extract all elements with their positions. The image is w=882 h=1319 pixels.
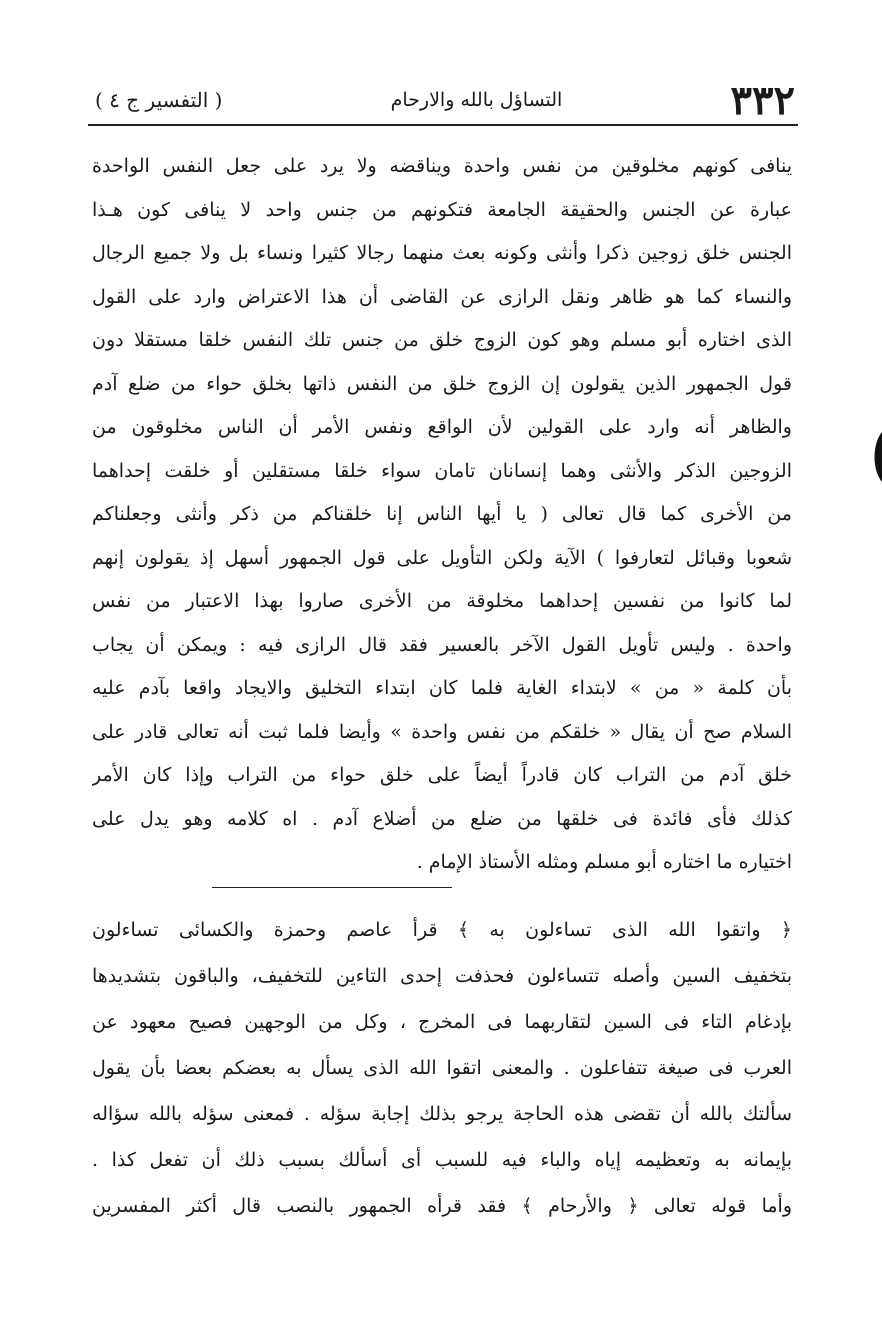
text-line: والظاهر أنه وارد على القولين لأن الواقع ونفس الأمر أن الناس مخلوقون من xyxy=(92,416,792,438)
text-line: الذى اختاره أبو مسلم وهو كون الزوج خلق من جنس تلك النفس خلقا مستقلا دون xyxy=(92,329,792,351)
text-line: اختياره ما اختاره أبو مسلم ومثله الأستاذ الإمام . xyxy=(416,851,792,873)
text-line: العرب فى صيغة تتفاعلون . والمعنى اتقوا الله الذى يسأل به بعضكم بعضا بأن يقول xyxy=(92,1056,792,1079)
text-line: كذلك فأى فائدة فى خلقها من ضلع من أضلاع آدم . اه كلامه وهو يدل على xyxy=(92,807,792,830)
text-line: بإيمانه به وتعظيمه إياه والباء فيه للسبب أى أسألك بسبب ذلك أن تفعل كذا . xyxy=(92,1148,792,1171)
scan-edge-mark xyxy=(866,432,882,482)
text-line: قول الجمهور الذين يقولون إن الزوج خلق من النفس ذاتها بخلق حواء من ضلع آدم xyxy=(92,372,792,395)
text-line: سألتك بالله أن تقضى هذه الحاجة يرجو بذلك إجابة سؤله . فمعنى سؤله بالله سؤاله xyxy=(92,1102,792,1125)
text-line: الجنس خلق زوجين ذكرا وأنثى وكونه بعث منهما رجالا كثيرا ونساء بل ولا جميع الرجال xyxy=(92,242,792,264)
text-line: من الأخرى كما قال تعالى ( يا أيها الناس إنا خلقناكم من ذكر وأنثى وجعلناكم xyxy=(92,503,792,525)
running-header xyxy=(95,78,795,122)
text-line: بإدغام التاء فى السين لتقاربهما فى المخرج ، وكل من الوجهين فصيح معهود عن xyxy=(92,1010,792,1033)
text-line: بتخفيف السين وأصله تتساءلون فحذفت إحدى التاءين للتخفيف، والباقون بتشديدها xyxy=(92,964,792,987)
text-line: لما كانوا من نفسين إحداهما مخلوقة من الأخرى صاروا بهذا الاعتبار من نفس xyxy=(92,590,792,612)
section-separator xyxy=(92,885,792,907)
text-line: ﴿ واتقوا الله الذى تساءلون به ﴾ قرأ عاصم وحمزة والكسائى تساءلون xyxy=(92,918,792,941)
text-line: عبارة عن الجنس والحقيقة الجامعة فتكونهم من جنس واحد لا ينافى كون هـذا xyxy=(92,198,792,221)
text-line: خلق آدم من التراب كان قادراً أيضاً على خلق حواء من التراب وإذا كان الأمر xyxy=(92,764,792,786)
header-rule xyxy=(88,124,798,126)
separator-rule xyxy=(212,887,452,888)
text-line: والنساء كما هو ظاهر ونقل الرازى عن القاضى أن هذا الاعتراض وارد على القول xyxy=(92,285,792,308)
text-line: الزوجين الذكر والأنثى وهما إنسانان تامان سواء خلقا مستقلين أو خلقت إحداهما xyxy=(92,459,792,482)
text-line: واحدة . وليس تأويل القول الآخر بالعسير فقد قال الرازى فيه : ويمكن أن يجاب xyxy=(92,633,792,656)
text-line: بأن كلمة « من » لابتداء الغاية فلما كان ابتداء التخليق والايجاد واقعا بآدم عليه xyxy=(92,677,792,699)
text-line: شعوبا وقبائل لتعارفوا ) الآية ولكن التأويل على قول الجمهور أسهل إذ يقولون إنهم xyxy=(92,546,792,569)
section-label: ( التفسير ج ٤ ) xyxy=(95,88,223,112)
page-body xyxy=(92,145,792,1229)
text-line: وأما قوله تعالى ﴿ والأرحام ﴾ فقد قرأه الجمهور بالنصب قال أكثر المفسرين xyxy=(92,1194,792,1217)
page-number: ٣٣٢ xyxy=(730,76,795,124)
running-title: التساؤل بالله والارحام xyxy=(390,89,563,111)
paragraph-2 xyxy=(92,406,792,885)
paragraph-1 xyxy=(92,145,792,406)
paragraph-3 xyxy=(92,907,792,1229)
text-line: ينافى كونهم مخلوقين من نفس واحدة ويناقضه ولا يرد على جعل النفس الواحدة xyxy=(92,155,792,177)
text-line: السلام صح أن يقال « خلقكم من نفس واحدة » وأيضا فلما ثبت أنه تعالى قادر على xyxy=(92,720,792,743)
